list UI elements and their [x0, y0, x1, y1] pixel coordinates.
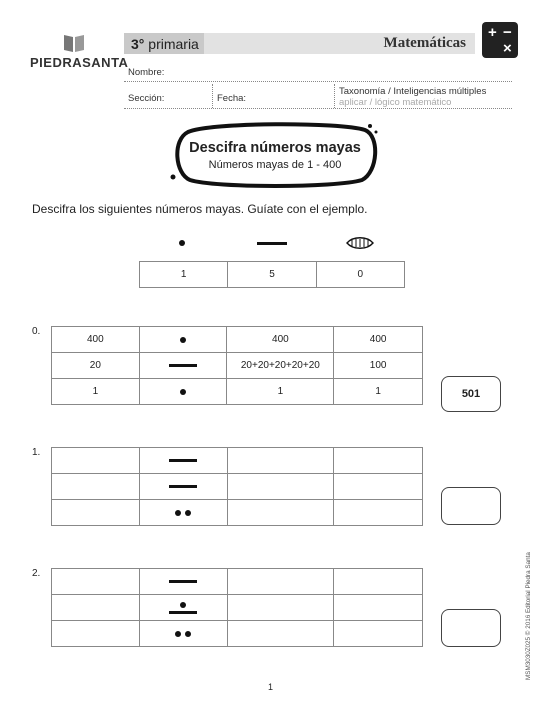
total-cell: 100 [334, 353, 423, 379]
copyright-text: MSM3030Z025 © 2016 Editorial Piedra Santa [525, 552, 532, 680]
exercise-table [51, 326, 423, 405]
glyph-cell [139, 353, 227, 379]
glyph-cell [139, 448, 227, 474]
total-cell: 400 [334, 327, 423, 353]
sum-cell[interactable] [227, 569, 334, 595]
glyph-cell [139, 569, 227, 595]
place-value-cell[interactable] [52, 500, 140, 526]
name-field[interactable] [124, 81, 512, 82]
total-cell[interactable] [334, 448, 423, 474]
example-value: 5 [228, 262, 316, 288]
place-value-cell: 20 [52, 353, 140, 379]
total-cell[interactable] [334, 595, 423, 621]
dot-over-bar-icon [140, 602, 227, 614]
math-operations-icon: + − × [482, 22, 518, 58]
example-value: 0 [316, 262, 404, 288]
sum-cell: 400 [227, 327, 334, 353]
dot-icon [175, 510, 181, 516]
two-dots-icon [140, 631, 227, 637]
sum-cell[interactable] [227, 500, 334, 526]
example-value: 1 [140, 262, 228, 288]
section-label: Sección: [128, 93, 165, 104]
exercise-number: 2. [32, 568, 41, 579]
publisher-logo: PIEDRASANTA [30, 55, 129, 70]
answer-box[interactable]: 501 [441, 376, 501, 412]
bar-icon [169, 485, 197, 488]
glyph-cell [139, 500, 227, 526]
example-table [139, 261, 405, 288]
bar-icon [169, 459, 197, 462]
place-value-cell[interactable] [52, 621, 140, 647]
instruction-text: Descifra los siguientes números mayas. Guíate con el ejemplo. [32, 202, 368, 216]
book-logo-icon [63, 33, 85, 53]
glyph-cell [139, 621, 227, 647]
bar-icon [257, 242, 287, 245]
glyph-cell [139, 327, 227, 353]
bar-icon [169, 611, 197, 614]
dot-icon [185, 510, 191, 516]
dot-icon [179, 240, 185, 246]
dot-icon [185, 631, 191, 637]
answer-box[interactable] [441, 609, 501, 647]
sum-cell: 1 [227, 379, 334, 405]
name-label: Nombre: [128, 67, 165, 78]
taxonomy-value: aplicar / lógico matemático [339, 97, 452, 108]
exercise-number: 0. [32, 326, 41, 337]
divider [334, 84, 335, 108]
total-cell[interactable] [334, 474, 423, 500]
answer-box[interactable] [441, 487, 501, 525]
total-cell[interactable] [334, 500, 423, 526]
dot-icon [175, 631, 181, 637]
place-value-cell[interactable] [52, 448, 140, 474]
section-date-field[interactable] [124, 108, 512, 109]
dot-icon [180, 602, 186, 608]
grade-label: 3° primaria [131, 36, 199, 52]
subject-title: Matemáticas [383, 35, 466, 51]
bar-icon [169, 580, 197, 583]
taxonomy-label: Taxonomía / Inteligencias múltiples [339, 86, 487, 97]
place-value-cell[interactable] [52, 595, 140, 621]
glyph-cell [139, 379, 227, 405]
sum-cell: 20+20+20+20+20 [227, 353, 334, 379]
date-label: Fecha: [217, 93, 247, 104]
worksheet-title: Descifra números mayas [189, 140, 361, 156]
shell-icon [345, 236, 375, 250]
total-cell[interactable] [334, 569, 423, 595]
place-value-cell[interactable] [52, 474, 140, 500]
exercise-number: 1. [32, 447, 41, 458]
glyph-cell [139, 595, 227, 621]
sum-cell[interactable] [227, 448, 334, 474]
total-cell: 1 [334, 379, 423, 405]
total-cell[interactable] [334, 621, 423, 647]
dot-icon [180, 337, 186, 343]
exercise-table [51, 447, 423, 526]
glyph-cell [139, 474, 227, 500]
divider [212, 84, 213, 108]
page-number: 1 [268, 682, 274, 692]
place-value-cell: 400 [52, 327, 140, 353]
place-value-cell: 1 [52, 379, 140, 405]
sum-cell[interactable] [227, 621, 334, 647]
worksheet-subtitle: Números mayas de 1 - 400 [208, 159, 342, 171]
bar-icon [169, 364, 197, 367]
sum-cell[interactable] [227, 474, 334, 500]
exercise-table [51, 568, 423, 647]
place-value-cell[interactable] [52, 569, 140, 595]
sum-cell[interactable] [227, 595, 334, 621]
two-dots-icon [140, 510, 227, 516]
dot-icon [180, 389, 186, 395]
